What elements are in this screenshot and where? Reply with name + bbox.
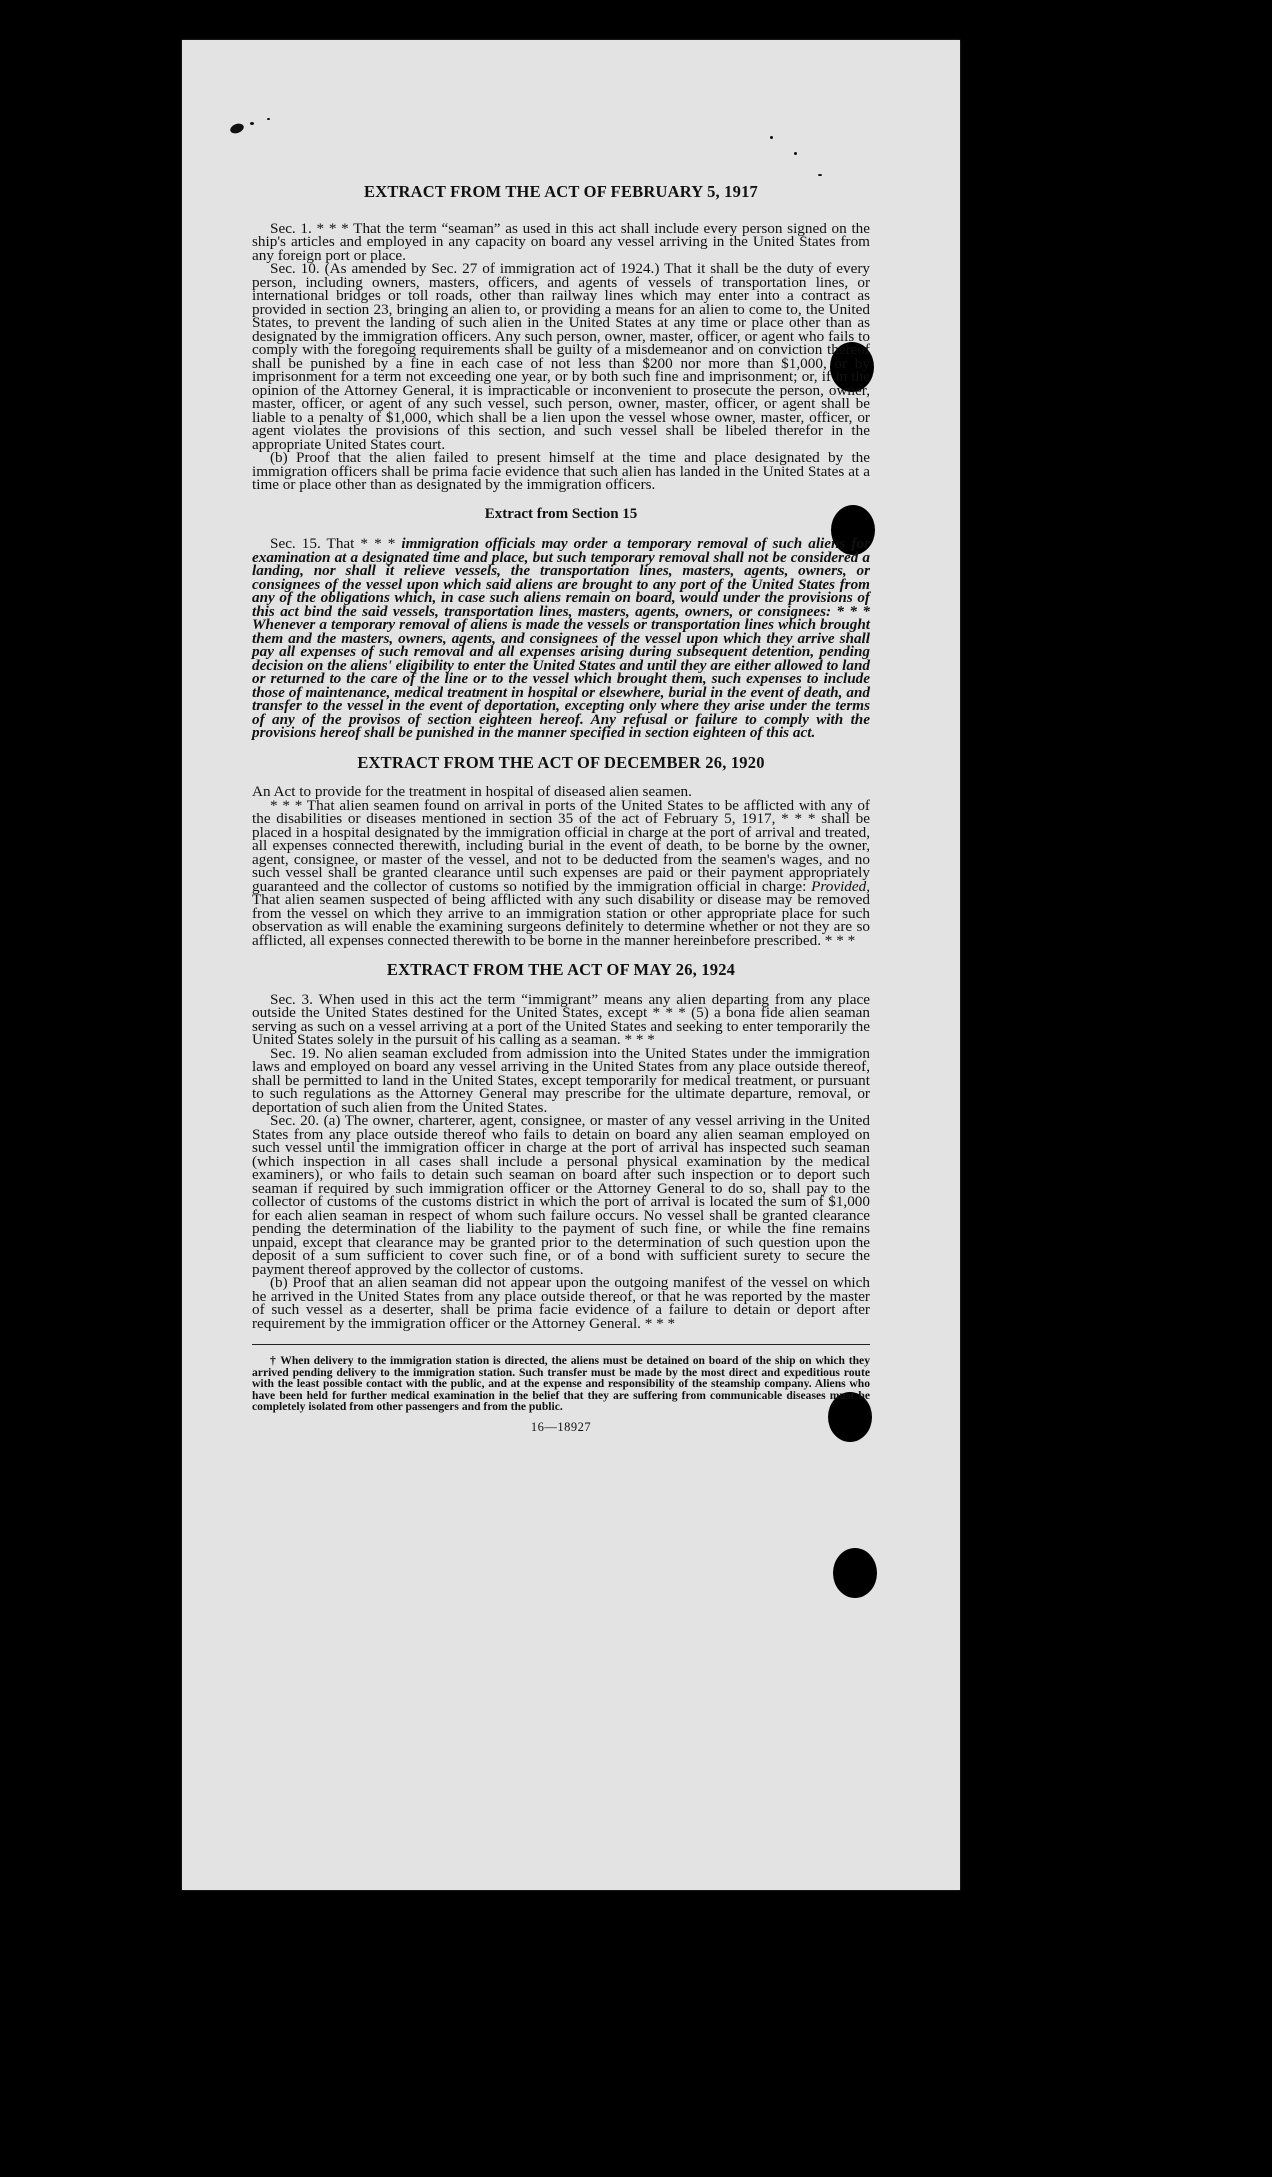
paragraph-sec-20b: (b) Proof that an alien seaman did not appear upon the outgoing manifest of the vessel on which he arrived in the United States from any place outside thereof, or that he was reported by the master of such vessel as a deserter, shall be prima facie evidence of a failure to detain or deport after requirement by the immigration officer or the Attorney General. * * * [252, 1274, 870, 1332]
scan-speck [794, 152, 797, 155]
paragraph-1920-body [252, 796, 871, 949]
form-code: 16—18927 [530, 1419, 592, 1434]
subheading-section-15: Extract from Section 15 [484, 505, 638, 522]
paragraph-sec-20: Sec. 20. (a) The owner, charterer, agent, consignee, or master of any vessel arriving in the United States from any place outside thereof who fails to detain on board any alien seaman employed on such vessel until the immigration officer in charge at the port of arrival has inspected such seaman (which inspection in all cases shall include a personal physical examination by the medical examiners), or who fails to detain such seaman on board after such inspection or to deport such seaman if required by such immigration officer or the Attorney General to do so, shall pay to the collector of customs of the customs district in which the port of arrival is located the sum of $1,000 for each alien seaman in respect of whom such failure occurs. No vessel shall be granted clearance pending the determination of the liability to the payment of such fine, or while the fine remains unpaid, except that clearance may be granted prior to the determination of such question upon the deposit of a sum sufficient to cover such fine, or of a bond with sufficient surety to secure the payment thereof approved by the collector of customs. [252, 1112, 870, 1278]
text-column [252, 182, 871, 1434]
punch-hole [833, 1548, 877, 1598]
scan-speck [818, 174, 822, 176]
1920-body-b: That alien seamen suspected of being afflicted with any such disability or disease may be removed from the vessel on which they arrive to an immigration station or other appropriate place for such observation as will enable the examining surgeons definitely to determine whether or not they are so afflicted, all expenses connected therewith to be borne in the manner hereinbefore prescribed. * * * [252, 891, 870, 949]
paragraph-1920-title: An Act to provide for the treatment in hospital of diseased alien seamen. [252, 783, 692, 800]
document-page [182, 40, 960, 1890]
paragraph-sec-10b: (b) Proof that the alien failed to present himself at the time and place designated by the immigration officers shall be prima facie evidence that such alien has landed in the United States at a time or place other than as designated by the immigration officers. [252, 449, 870, 493]
heading-act-1917: EXTRACT FROM THE ACT OF FEBRUARY 5, 1917 [364, 182, 758, 201]
footnote-divider [252, 1344, 870, 1345]
scan-speck [229, 122, 245, 135]
heading-act-1920: EXTRACT FROM THE ACT OF DECEMBER 26, 1920 [357, 752, 765, 772]
1920-provided: Provided, [811, 877, 871, 895]
paragraph-sec-3: Sec. 3. When used in this act the term “immigrant” means any alien departing from any place outside the United States destined for the United States, except * * * (5) a bona fide alien seaman serving as such on a vessel arriving at a port of the United States and seeking to enter temporarily the United States solely in the pursuit of his calling as a seaman. * * * [252, 990, 870, 1048]
footnote: † When delivery to the immigration station is directed, the aliens must be detained on board of the ship on which they arrived pending delivery to the immigration station. Such transfer must be made by the most direct and expeditious route with the least possible contact with the public, and at the expense and responsibility of the steamship company. Aliens who have been held for further medical examination in the belief that they are suffering from communicable diseases must be completely isolated from other passengers and from the public. [252, 1354, 870, 1413]
scan-speck [250, 122, 254, 125]
scan-speck [770, 136, 773, 139]
paragraph-sec-19: Sec. 19. No alien seaman excluded from admission into the United States under the immigration laws and employed on board any vessel arriving in the United States from any place outside thereof, shall be permitted to land in the United States, except temporarily for medical treatment, or pursuant to such regulations as the Attorney General may prescribe for the ultimate departure, removal, or deportation of such alien from the United States. [252, 1044, 870, 1116]
paragraph-sec-1: Sec. 1. * * * That the term “seaman” as used in this act shall include every person signed on the ship's articles and employed in any capacity on board any vessel arriving in the United States from any foreign port or place. [252, 219, 870, 264]
sec-15-italic-text: immigration officials may order a temporary removal of such aliens for examination at a designated time and place, but such temporary removal shall not be considered a landing, nor shall it relieve vessels, the transportation lines, masters, agents, owners, or consignees of the vessel upon which said aliens are brought to any port of the United States from any of the obligations which, in case such aliens remain on board, would under the provisions of this act bind the said vessels, transportation lines, masters, agents, owners, or consignees: * * * Whenever a temporary removal of aliens is made the vessels or transportation lines which brought them and the masters, owners, agents, and consignees of the vessel upon which they arrive shall pay all expenses of such removal and all expenses arising during subsequent detention, pending decision on the aliens' eligibility to enter the United States and until they are either allowed to land or returned to the care of the line or to the vessel which brought them, such expenses to include those of maintenance, medical treatment in hospital or elsewhere, burial in the event of death, and transfer to the vessel in the event of deportation, excepting only where they arise under the terms of any of the provisos of section eighteen hereof. Any refusal or failure to comply with the provisions hereof shall be punished in the manner specified in section eighteen of this act. [252, 535, 870, 741]
heading-act-1924: EXTRACT FROM THE ACT OF MAY 26, 1924 [386, 960, 736, 979]
paragraph-sec-10: Sec. 10. (As amended by Sec. 27 of immigration act of 1924.) That it shall be the duty of every person, including owners, masters, officers, and agents of vessels of transportation lines, or international bridges or toll roads, other than railway lines which may enter into a contract as provided in section 23, bringing an alien to, or providing a means for an alien to come to, the United States, to prevent the landing of such alien in the United States at any time or place other than as designated by the immigration officers. Any such person, owner, master, officer, or agent who fails to comply with the foregoing requirements shall be guilty of a misdemeanor and on conviction thereof shall be punished by a fine in each case of not less than $200 nor more than $1,000, or by imprisonment for a term not exceeding one year, or by both such fine and imprisonment; or, if in the opinion of the Attorney General, it is impracticable or inconvenient to prosecute the person, owner, master, officer, or agent of any such vessel, such person, owner, master, officer, or agent shall be liable to a penalty of $1,000, which shall be a lien upon the vessel whose owner, master, officer, or agent violates the provisions of this section, and such vessel shall be libeled therefor in the appropriate United States court. [252, 260, 870, 453]
scan-speck [267, 118, 270, 120]
paragraph-sec-15 [252, 537, 870, 740]
sec-15-lead: Sec. 15. That * * * [270, 535, 396, 552]
1920-body-a: * * * That alien seamen found on arrival in ports of the United States to be afflicted with any of the disabilities or diseases mentioned in section 35 of the act of February 5, 1917, * * * shall be placed in a hospital designated by the immigration official in charge at the port of arrival and treated, all expenses connected therewith, including burial in the event of death, to be borne by the owner, agent, consignee, or master of the vessel, and not to be deducted from the seamen's wages, and no such vessel shall be granted clearance until such expenses are paid or their payment appropriately guaranteed and the collector of customs so notified by the immigration official in charge: [252, 796, 870, 895]
